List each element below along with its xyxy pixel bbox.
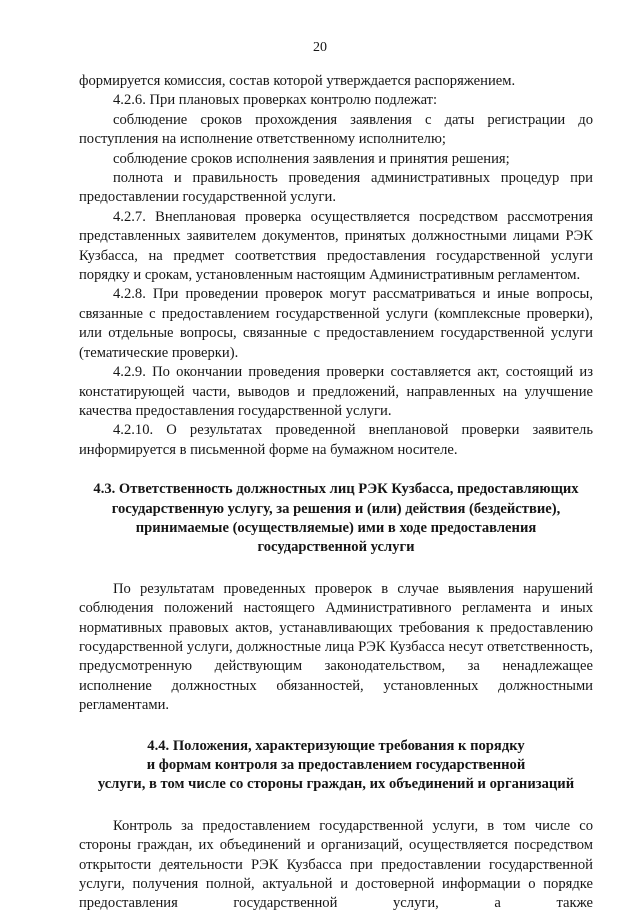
heading-line: и формам контроля за предоставлением государственной [146,757,526,773]
document-body [79,72,593,914]
paragraph-deadline-registration: соблюдение сроков прохождения заявления с даты регистрации до поступления на исполнение ответственному исполнителю; [79,111,593,148]
paragraph-4-2-6: 4.2.6. При плановых проверках контролю подлежат: [113,92,438,109]
paragraph-4-2-7: 4.2.7. Внеплановая проверка осуществляется посредством рассмотрения представленных заявителем документов, принятых должностными лицами РЭК Кузбасса, на предмет соответствия предоставления государственной услуги порядку и срокам, установленным настоящим Административным регламентом. [79,208,593,284]
paragraph-deadline-decision: соблюдение сроков исполнения заявления и принятия решения; [113,150,510,167]
paragraph-4-2-8: 4.2.8. При проведении проверок могут рассматриваться и иные вопросы, связанные с предоставлением государственной услуги (комплексные проверки), или отдельные вопросы, связанные с предоставлением государственной услуги (тематические проверки). [79,286,593,361]
paragraph-procedures-correctness: полнота и правильность проведения административных процедур при предоставлении государственной услуги. [79,170,593,206]
heading-line: государственную услугу, за решения и (или) действия (бездействие), [111,500,561,517]
page-number: 20 [313,40,327,55]
section-heading-4-3 [79,480,593,558]
section-heading-4-4 [79,737,593,795]
paragraph-4-2-10: 4.2.10. О результатах проведенной внеплановой проверки заявитель информируется в письменной форме на бумажном носителе. [79,422,593,458]
paragraph-continuation: формируется комиссия, состав которой утверждается распоряжением. [79,73,516,89]
heading-line: 4.3. Ответственность должностных лиц РЭК Кузбасса, предоставляющих [93,481,579,498]
paragraph-4-4-body: Контроль за предоставлением государственной услуги, в том числе со стороны граждан, их объединений и организаций, осуществляется посредством открытости деятельности РЭК Кузбасса при предоставлении государственной услуги, получения полной, актуальной и достоверной информации о порядке предоставления государственной услуги, а также [79,817,593,912]
paragraph-4-2-9: 4.2.9. По окончании проведения проверки составляется акт, состоящий из констатирующей части, выводов и предложений, направленных на улучшение качества предоставления государственной услуги. [79,364,593,419]
paragraph-4-3-body: По результатам проведенных проверок в случае выявления нарушений соблюдения положений настоящего Административного регламента и иных нормативных правовых актов, устанавливающих требования к предоставлению государственной услуги, должностные лица РЭК Кузбасса несут ответственность, предусмотренную действующим законодательством, за ненадлежащее исполнение должностных обязанностей, установленных должностными регламентами. [79,580,593,714]
heading-line: услуги, в том числе со стороны граждан, их объединений и организаций [97,776,575,793]
heading-line: 4.4. Положения, характеризующие требования к порядку [147,737,525,754]
heading-line: принимаемые (осуществляемые) ими в ходе предоставления [135,519,537,536]
heading-line: государственной услуги [257,539,415,556]
